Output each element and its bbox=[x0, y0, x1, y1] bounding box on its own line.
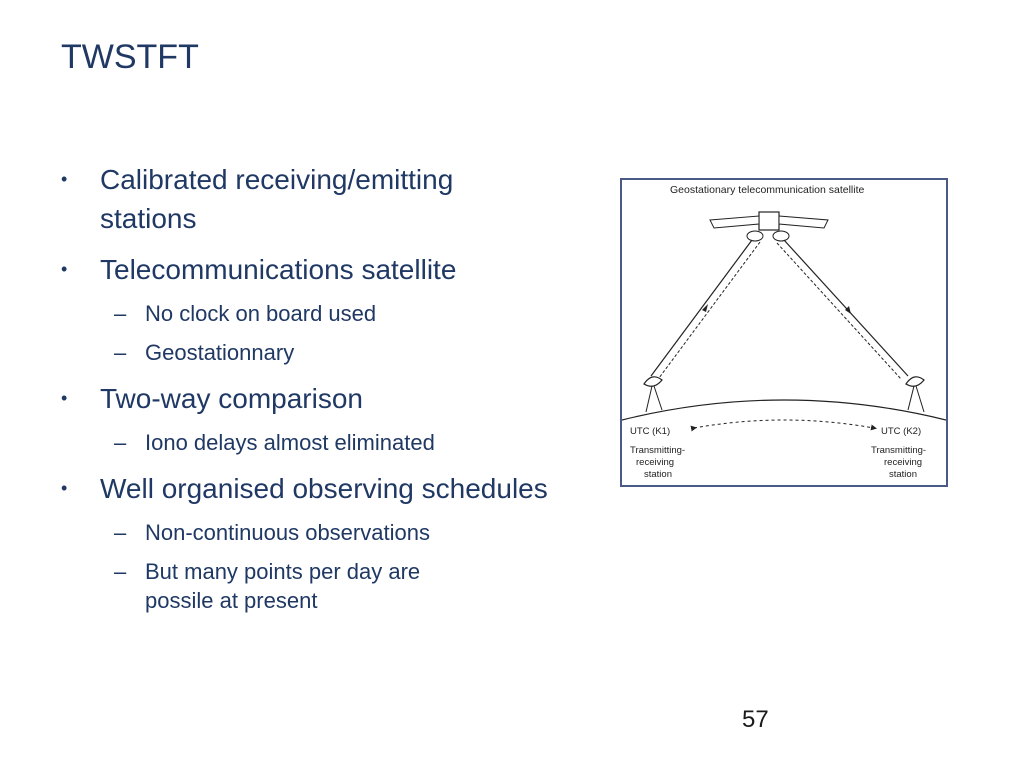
sub-bullet-item bbox=[61, 428, 601, 457]
bullet-dot: • bbox=[61, 388, 68, 408]
satellite-icon bbox=[710, 212, 828, 241]
sub-bullet-dash: – bbox=[114, 559, 127, 584]
sub-bullet-text: Non-continuous observations bbox=[145, 520, 430, 545]
bullet-item bbox=[61, 160, 520, 238]
right-antenna-icon bbox=[906, 377, 924, 412]
sub-bullet-dash: – bbox=[114, 340, 127, 365]
sub-bullet-item bbox=[61, 557, 485, 615]
sub-bullet-dash: – bbox=[114, 520, 127, 545]
left-signal-path bbox=[651, 240, 760, 378]
right-signal-path bbox=[777, 240, 908, 379]
left-clock-label: UTC (K1) bbox=[630, 426, 671, 437]
bullet-item bbox=[61, 469, 601, 508]
bullet-text: Well organised observing schedules bbox=[100, 473, 548, 504]
diagram-svg bbox=[622, 180, 946, 485]
bullet-list bbox=[61, 160, 601, 615]
right-clock-label: UTC (K2) bbox=[881, 426, 922, 437]
sub-bullet-text: Geostationnary bbox=[145, 340, 295, 365]
bullet-item bbox=[61, 250, 601, 289]
sub-bullet-text: No clock on board used bbox=[145, 301, 377, 326]
twstft-diagram bbox=[620, 178, 948, 487]
left-station-role-1: Transmitting- bbox=[630, 445, 686, 456]
bullet-dot: • bbox=[61, 259, 68, 279]
bullet-text: Calibrated receiving/emitting stations bbox=[100, 164, 454, 234]
slide-title: TWSTFT bbox=[61, 38, 199, 76]
earth-surface bbox=[622, 400, 946, 420]
sub-bullet-dash: – bbox=[114, 430, 127, 455]
sub-bullet-text: Iono delays almost eliminated bbox=[145, 430, 435, 455]
satellite-label: Geostationary telecommunication satellite bbox=[670, 184, 865, 196]
bullet-text: Telecommunications satellite bbox=[100, 254, 457, 285]
right-station-role-2: receiving bbox=[884, 457, 923, 468]
bullet-text: Two-way comparison bbox=[100, 383, 363, 414]
ground-comparison-arrow bbox=[694, 420, 874, 428]
bullet-item bbox=[61, 379, 601, 418]
page-number: 57 bbox=[742, 706, 769, 733]
sub-bullet-item bbox=[61, 299, 601, 328]
left-station-role-3: station bbox=[644, 469, 672, 480]
sub-bullet-text: But many points per day are possile at present bbox=[145, 559, 421, 613]
sub-bullet-item bbox=[61, 338, 601, 367]
bullet-dot: • bbox=[61, 478, 68, 498]
bullet-dot: • bbox=[61, 169, 68, 189]
sub-bullet-dash: – bbox=[114, 301, 127, 326]
right-station-role-1: Transmitting- bbox=[871, 445, 927, 456]
left-antenna-icon bbox=[644, 377, 662, 412]
right-station-role-3: station bbox=[889, 469, 917, 480]
left-station-role-2: receiving bbox=[636, 457, 675, 468]
sub-bullet-item bbox=[61, 518, 601, 547]
